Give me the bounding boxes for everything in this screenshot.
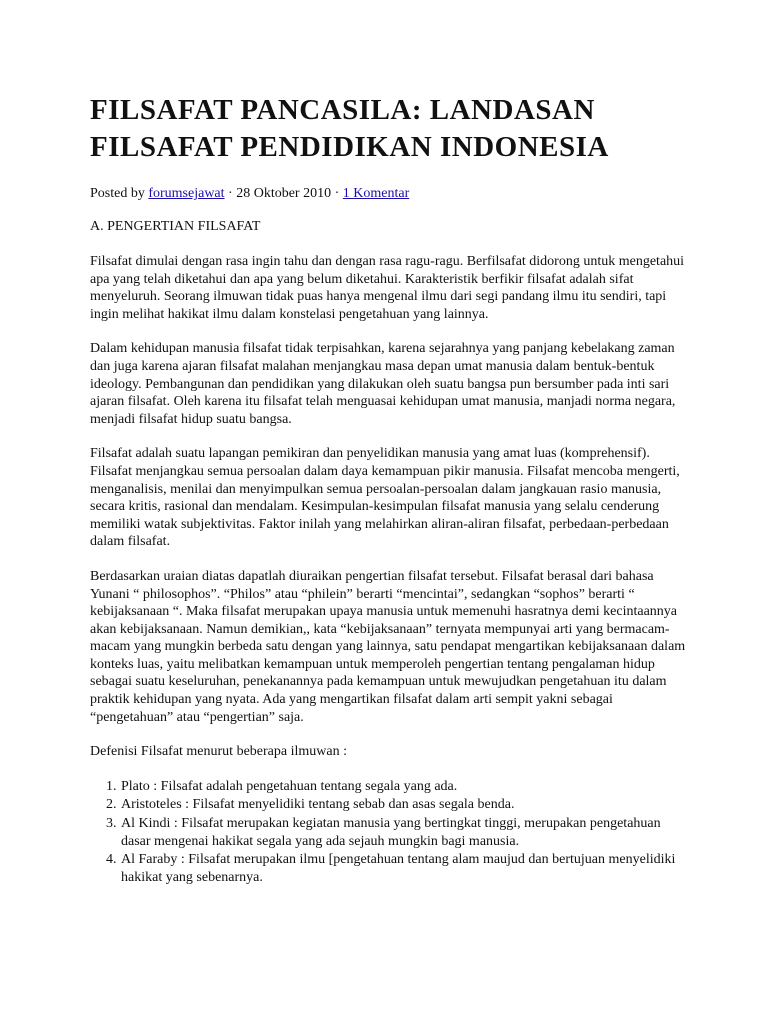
paragraph: Dalam kehidupan manusia filsafat tidak terpisahkan, karena sejarahnya yang panjang kebelakang zaman dan juga karena ajaran filsafat malahan menjangkau masa depan umat manusia dalam bentuk-bentuk ideology. Pembangunan dan pendidikan yang dilakukan oleh suatu bangsa pun bersumber pada inti sari ajaran filsafat. Oleh karena itu filsafat telah menguasai kehidupan umat manusia, manjadi norma negara, menjadi filsafat hidup suatu bangsa.: [90, 341, 676, 427]
list-number: 1.: [106, 778, 117, 794]
paragraph: Filsafat adalah suatu lapangan pemikiran dan penyelidikan manusia yang amat luas (komprehensif). Filsafat menjangkau semua persoalan dalam daya kemampuan pikir manusia. Filsafat mencoba mengerti, menganalisis, menilai dan menyimpulkan semua persoalan-persoalan dalam jangkauan rasio manusia, secara kritis, rasional dan mendalam. Kesimpulan-kesimpulan filsafat manusia yang selalu cenderung memiliki watak subjektivitas. Faktor inilah yang melahirkan aliran-aliran filsafat, perbedaan-perbedaan dalam filsafat.: [90, 446, 680, 550]
section-heading: A. PENGERTIAN FILSAFAT: [90, 219, 261, 234]
post-date: 28 Oktober 2010: [236, 186, 332, 201]
list-item: [90, 815, 690, 850]
article-title: FILSAFAT PANCASILA: LANDASAN FILSAFAT PENDIDIKAN INDONESIA: [90, 94, 609, 163]
definitions-intro: Defenisi Filsafat menurut beberapa ilmuwan :: [90, 744, 347, 760]
author-link[interactable]: forumsejawat: [148, 186, 225, 201]
meta-separator: ·: [224, 186, 237, 201]
post-meta: [90, 185, 690, 203]
list-number: 2.: [106, 797, 117, 813]
list-item: [90, 851, 690, 886]
list-text: Plato : Filsafat adalah pengetahuan tentang segala yang ada.: [121, 778, 458, 794]
list-text: Aristoteles : Filsafat menyelidiki tentang sebab dan asas segala benda.: [121, 797, 515, 813]
list-item: [90, 796, 690, 814]
list-text: Al Faraby : Filsafat merupakan ilmu [pengetahuan tentang alam maujud dan bertujuan menyelidiki hakikat yang sebenarnya.: [121, 852, 676, 885]
article: [90, 92, 690, 887]
list-text: Al Kindi : Filsafat merupakan kegiatan manusia yang bertingkat tinggi, merupakan pengetahuan dasar mengenai hakikat segala yang ada sejauh mungkin bagi manusia.: [121, 816, 661, 849]
posted-by-label: Posted by: [90, 186, 149, 201]
meta-separator: ·: [331, 186, 343, 201]
list-item: [90, 778, 690, 796]
paragraph: Filsafat dimulai dengan rasa ingin tahu dan dengan rasa ragu-ragu. Berfilsafat didorong untuk mengetahui apa yang telah diketahui dan apa yang belum diketahui. Karakteristik berfikir filsafat adalah sifat menyeluruh. Seorang ilmuwan tidak puas hanya mengenal ilmu dari segi pandang ilmu itu sendiri, tapi ingin melihat hakikat ilmu dalam konstelasi pengetahuan yang lainnya.: [90, 254, 685, 322]
comments-link[interactable]: 1 Komentar: [342, 186, 410, 201]
list-number: 3.: [106, 816, 117, 832]
list-number: 4.: [106, 852, 117, 868]
definitions-list: [90, 778, 690, 887]
paragraph: Berdasarkan uraian diatas dapatlah diuraikan pengertian filsafat tersebut. Filsafat berasal dari bahasa Yunani “ philosophos”. “Philos” atau “philein” berarti “mencintai”, sedangkan “sophos” berarti “ kebijaksanaan “. Maka filsafat merupakan upaya manusia untuk memenuhi hasratnya demi kecintaannya akan kebijaksanaan. Namun demikian,, kata “kebijaksanaan” ternyata mempunyai arti yang bermacam-macam yang mungkin berbeda satu dengan yang lainnya, satu pendapat mengartikan kebijaksanaan dalam konteks luas, yaitu melibatkan kemampuan untuk memperoleh pengertian tentang pengalaman hidup sebagai suatu keseluruhan, penekanannya pada kemampuan untuk mewujudkan pengetahuan itu dalam praktik kehidupan yang nyata. Ada yang mengartikan filsafat dalam arti sempit yakni sebagai “pengetahuan” atau “pengertian” saja.: [90, 568, 686, 725]
